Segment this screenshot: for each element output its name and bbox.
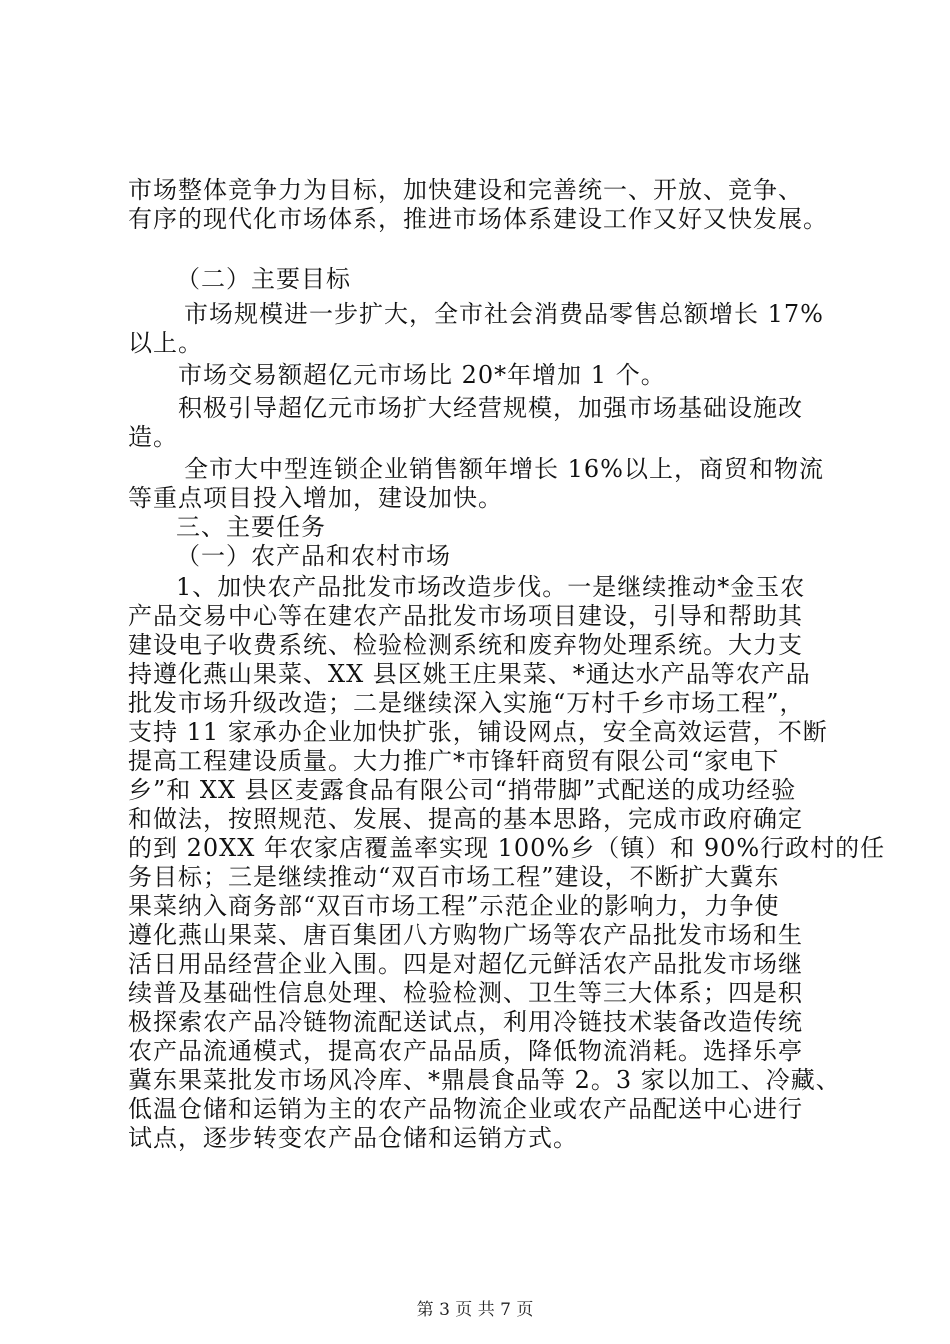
- text-line: 等重点项目投入增加，建设加快。: [128, 484, 503, 512]
- tasks-heading-block: [128, 513, 840, 571]
- text-line: 有序的现代化市场体系，推进市场体系建设工作又好又快发展。: [128, 205, 828, 233]
- text-line: 以上。: [128, 329, 203, 357]
- text-line: 持遵化燕山果菜、XX 县区姚王庄果菜、*通达水产品等农产品: [128, 660, 811, 688]
- text-line: 试点，逐步转变农产品仓储和运销方式。: [128, 1124, 578, 1152]
- text-line: 遵化燕山果菜、唐百集团八方购物广场等农产品批发市场和生: [128, 921, 803, 949]
- text-line: 果菜纳入商务部“双百市场工程”示范企业的影响力，力争使: [128, 892, 780, 920]
- goal-2: [128, 361, 840, 390]
- goals-section: [128, 265, 840, 294]
- text-line: 支持 11 家承办企业加快扩张，铺设网点，安全高效运营，不断: [128, 718, 828, 746]
- text-line: 农产品流通模式，提高农产品品质，降低物流消耗。选择乐亭: [128, 1037, 803, 1065]
- intro-paragraph: [128, 176, 840, 234]
- text-line: 极探索农产品冷链物流配送试点，利用冷链技术装备改造传统: [128, 1008, 803, 1036]
- text-line: 1、加快农产品批发市场改造步伐。一是继续推动*金玉农: [176, 573, 806, 601]
- text-line: 市场规模进一步扩大，全市社会消费品零售总额增长 17%: [184, 300, 824, 328]
- section-heading-goals: （二）主要目标: [176, 265, 351, 293]
- rural-market-paragraph: [128, 573, 886, 1153]
- text-line: 提高工程建设质量。大力推广*市锋轩商贸有限公司“家电下: [128, 747, 780, 775]
- text-line: 全市大中型连锁企业销售额年增长 16%以上，商贸和物流: [184, 455, 824, 483]
- text-line: 建设电子收费系统、检验检测系统和废弃物处理系统。大力支: [128, 631, 803, 659]
- section-heading-tasks: 三、主要任务: [176, 513, 326, 541]
- goal-3: [128, 394, 840, 452]
- text-line: 续普及基础性信息处理、检验检测、卫生等三大体系；四是积: [128, 979, 803, 1007]
- subsection-heading-rural: （一）农产品和农村市场: [176, 542, 451, 570]
- page-footer: 第 3 页 共 7 页: [416, 1300, 534, 1320]
- text-line: 冀东果菜批发市场风冷库、*鼎晨食品等 2。3 家以加工、冷藏、: [128, 1066, 841, 1094]
- text-line: 乡”和 XX 县区麦露食品有限公司“捎带脚”式配送的成功经验: [128, 776, 797, 804]
- text-line: 造。: [128, 423, 178, 451]
- text-line: 产品交易中心等在建农产品批发市场项目建设，引导和帮助其: [128, 602, 803, 630]
- text-line: 的到 20XX 年农家店覆盖率实现 100%乡（镇）和 90%行政村的任: [128, 834, 886, 862]
- text-line: 市场交易额超亿元市场比 20*年增加 1 个。: [178, 361, 666, 389]
- text-line: 批发市场升级改造；二是继续深入实施“万村千乡市场工程”，: [128, 689, 805, 717]
- text-line: 和做法，按照规范、发展、提高的基本思路，完成市政府确定: [128, 805, 803, 833]
- text-line: 市场整体竞争力为目标，加快建设和完善统一、开放、竞争、: [128, 176, 803, 204]
- text-line: 活日用品经营企业入围。四是对超亿元鲜活农产品批发市场继: [128, 950, 803, 978]
- goal-1: [128, 300, 840, 358]
- goal-4: [128, 455, 840, 513]
- text-line: 积极引导超亿元市场扩大经营规模，加强市场基础设施改: [178, 394, 803, 422]
- text-line: 低温仓储和运销为主的农产品物流企业或农产品配送中心进行: [128, 1095, 803, 1123]
- text-line: 务目标；三是继续推动“双百市场工程”建设，不断扩大冀东: [128, 863, 780, 891]
